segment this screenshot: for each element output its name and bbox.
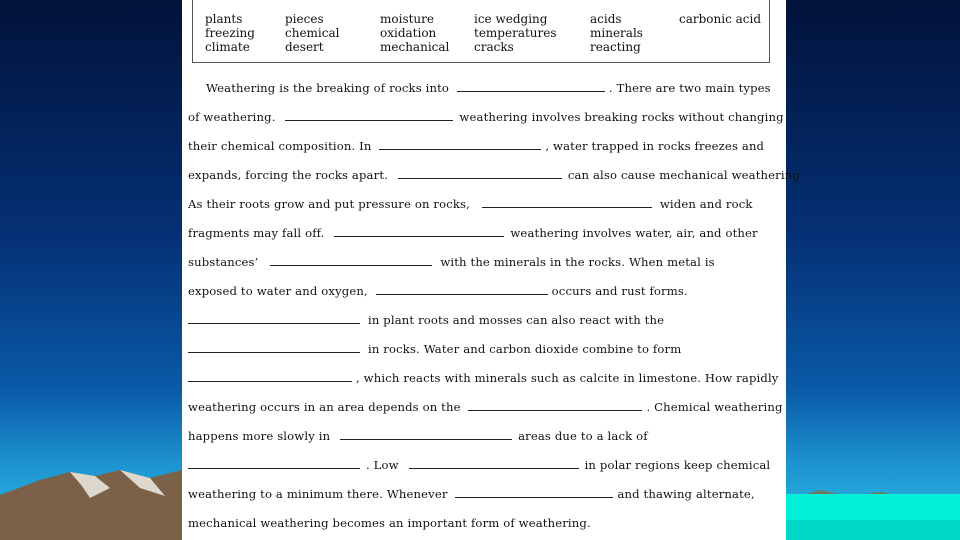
passage-text: can also cause mechanical weathering. <box>567 168 804 182</box>
word-bank-word: freezing <box>205 26 255 40</box>
answer-blank[interactable] <box>334 225 504 237</box>
word-bank-word: moisture <box>380 12 434 26</box>
word-bank-word: acids <box>590 12 622 26</box>
passage-line <box>188 341 681 357</box>
answer-blank[interactable] <box>379 138 541 150</box>
passage-line <box>188 138 764 154</box>
answer-blank[interactable] <box>409 457 579 469</box>
answer-blank[interactable] <box>482 196 652 208</box>
word-bank-word: cracks <box>474 40 514 54</box>
passage-text: their chemical composition. In <box>188 139 372 153</box>
word-bank-word: pieces <box>285 12 324 26</box>
passage-line <box>188 225 758 241</box>
passage-text: in rocks. Water and carbon dioxide combine to form <box>368 342 682 356</box>
passage-text: . There are two main types <box>608 81 771 95</box>
passage-text: in plant roots and mosses can also react with the <box>368 313 665 327</box>
passage-text: . Chemical weathering <box>646 400 783 414</box>
passage-line <box>188 167 804 183</box>
passage-text: . Low <box>366 458 399 472</box>
answer-blank[interactable] <box>468 399 642 411</box>
passage-text: , water trapped in rocks freezes and <box>545 139 765 153</box>
word-bank-word: minerals <box>590 26 643 40</box>
word-bank-word: ice wedging <box>474 12 548 26</box>
passage-text: happens more slowly in <box>188 429 331 443</box>
word-bank-word: climate <box>205 40 250 54</box>
word-bank-word: desert <box>285 40 324 54</box>
answer-blank[interactable] <box>270 254 432 266</box>
passage-text: and thawing alternate, <box>617 487 755 501</box>
passage-line <box>188 399 783 415</box>
passage-text: occurs and rust forms. <box>551 284 688 298</box>
passage-text: expands, forcing the rocks apart. <box>188 168 388 182</box>
passage-line <box>188 457 770 473</box>
passage-text: fragments may fall off. <box>188 226 325 240</box>
word-bank-word: temperatures <box>474 26 557 40</box>
passage-line <box>188 515 591 531</box>
passage-text: As their roots grow and put pressure on rocks, <box>188 197 470 211</box>
passage-text: mechanical weathering becomes an important form of weathering. <box>188 516 591 530</box>
passage-text: widen and rock <box>659 197 753 211</box>
answer-blank[interactable] <box>188 457 360 469</box>
passage-line <box>206 80 771 96</box>
passage-text: Weathering is the breaking of rocks into <box>206 81 450 95</box>
passage-text: weathering to a minimum there. Whenever <box>188 487 448 501</box>
passage-line <box>188 428 648 444</box>
word-bank-word: carbonic acid <box>679 12 762 26</box>
passage-line <box>188 254 715 270</box>
answer-blank[interactable] <box>398 167 562 179</box>
answer-blank[interactable] <box>188 312 360 324</box>
answer-blank[interactable] <box>340 428 512 440</box>
passage-line <box>188 109 784 125</box>
word-bank-word: reacting <box>590 40 641 54</box>
answer-blank[interactable] <box>188 370 352 382</box>
word-bank-word: plants <box>205 12 243 26</box>
answer-blank[interactable] <box>188 341 360 353</box>
passage-text: in polar regions keep chemical <box>584 458 771 472</box>
passage-text: areas due to a lack of <box>518 429 648 443</box>
passage-text: with the minerals in the rocks. When metal is <box>440 255 715 269</box>
passage-text: weathering occurs in an area depends on the <box>188 400 461 414</box>
passage-line <box>188 370 779 386</box>
passage-text: of weathering. <box>188 110 276 124</box>
word-bank-word: chemical <box>285 26 340 40</box>
answer-blank[interactable] <box>457 80 605 92</box>
passage-text: weathering involves breaking rocks without changing <box>459 110 784 124</box>
answer-blank[interactable] <box>455 486 613 498</box>
passage-line <box>188 486 755 502</box>
passage-line <box>188 283 688 299</box>
answer-blank[interactable] <box>285 109 453 121</box>
word-bank-word: oxidation <box>380 26 437 40</box>
fill-in-passage <box>182 0 804 540</box>
passage-text: , which reacts with minerals such as calcite in limestone. How rapidly <box>356 371 779 385</box>
worksheet <box>182 0 804 540</box>
passage-line <box>188 312 664 328</box>
passage-text: substances’ <box>188 255 259 269</box>
passage-line <box>188 196 753 212</box>
word-bank-word: mechanical <box>380 40 450 54</box>
answer-blank[interactable] <box>376 283 548 295</box>
passage-text: weathering involves water, air, and other <box>510 226 758 240</box>
passage-text: exposed to water and oxygen, <box>188 284 368 298</box>
